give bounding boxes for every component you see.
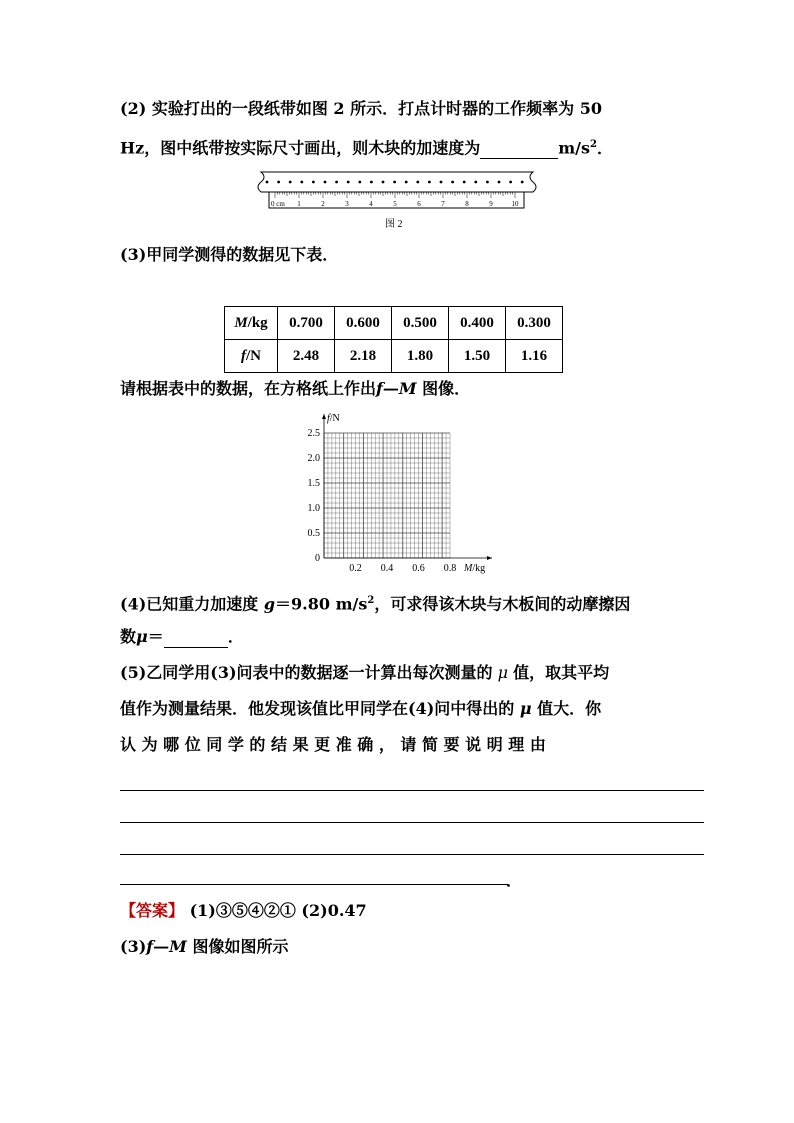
q4-text: (4)已知重力加速度: [120, 594, 259, 614]
f-m-symbol: f—M: [146, 937, 187, 956]
tape-dot: [451, 181, 454, 184]
answer-line1: [120, 900, 367, 922]
tape-dot: [347, 181, 350, 184]
mu-symbol: μ: [514, 699, 538, 718]
tape-dot: [498, 181, 501, 184]
q2-line2: [120, 134, 613, 159]
q4-line2: [120, 626, 244, 648]
q2-line2-end: ．: [596, 138, 613, 158]
q2-line1: [120, 98, 602, 120]
tape-dot: [463, 181, 466, 184]
q5-line1: [120, 662, 609, 684]
q2-line2-text: Hz，图中纸带按实际尺寸画出，则木块的加速度为: [120, 138, 481, 158]
table-cell: 2.48: [278, 340, 335, 373]
table-cell: 0.600: [335, 307, 392, 340]
ruler-label: 8: [465, 200, 469, 208]
tape-dot: [428, 181, 431, 184]
tape-dot: [405, 181, 408, 184]
graph-paper-chart: [290, 408, 505, 580]
q5-end-mark: ．: [506, 871, 523, 890]
ruler-label: 6: [417, 200, 421, 208]
data-table: [224, 306, 563, 373]
tape-dot: [335, 181, 338, 184]
answer-line2: [120, 936, 288, 958]
paper-tape-figure: [255, 168, 540, 210]
q4-line2-text: 数: [120, 627, 137, 646]
tape-dot: [440, 181, 443, 184]
mass-symbol: M: [234, 314, 248, 331]
tape-dot: [382, 181, 385, 184]
force-unit: /N: [246, 347, 261, 364]
answer-line[interactable]: [120, 790, 704, 791]
ruler-unit-label: 0 cm: [271, 200, 285, 208]
mu-symbol: μ: [136, 627, 148, 646]
y-tick-labels: [308, 428, 321, 564]
q3-line: [120, 244, 338, 266]
tape-dot: [509, 181, 512, 184]
y-axis-arrow: [322, 414, 326, 419]
q5-line3-text: 认 为 哪 位 同 学 的 结 果 更 准 确 ， 请 简 要 说 明 理 由: [120, 735, 546, 754]
mu-blank[interactable]: [164, 629, 228, 648]
q5-text: (5)乙同学用(3)问表中的数据逐一计算出每次测量的: [120, 663, 493, 682]
y-tick-label: 2.5: [307, 428, 320, 439]
g-symbol: g: [258, 594, 276, 614]
tape-dot: [266, 181, 269, 184]
x-tick-label: 0.8: [443, 563, 457, 574]
table-cell: 0.400: [449, 307, 506, 340]
table-cell: 1.50: [449, 340, 506, 373]
x-axis-label: [463, 563, 485, 574]
ruler-label: 3: [345, 200, 349, 208]
x-axis-arrow: [487, 556, 492, 560]
tape-dot: [416, 181, 419, 184]
table-cell: 0.500: [392, 307, 449, 340]
q4-equals: ＝: [147, 627, 164, 646]
table-cell: 2.18: [335, 340, 392, 373]
ruler-label: 4: [369, 200, 373, 208]
table-header-mass: [225, 307, 278, 340]
force-symbol: f: [241, 347, 246, 364]
tape-outline: [258, 172, 536, 192]
q5-end: [506, 870, 522, 892]
table-row-mass: [225, 307, 563, 340]
q5-line3: [120, 734, 546, 756]
x-tick-label: 0.2: [349, 563, 362, 574]
tape-dot: [370, 181, 373, 184]
answer-text: (1)③⑤④②① (2)0.47: [184, 901, 367, 920]
ruler-label: 9: [489, 200, 493, 208]
answer-line2-pre: (3): [120, 937, 147, 956]
acceleration-blank[interactable]: [480, 140, 558, 159]
ruler-label: 7: [441, 200, 445, 208]
x-tick-label: 0.6: [412, 563, 425, 574]
tape-dot: [358, 181, 361, 184]
ruler-label: 5: [393, 200, 397, 208]
q5-line2-end: 值大．你: [537, 699, 602, 718]
f-m-symbol: f—M: [376, 379, 417, 398]
table-header-force: [225, 340, 278, 373]
q3-text: (3)甲同学测得的数据见下表．: [120, 245, 339, 264]
tape-dot: [521, 181, 524, 184]
table-cell: 0.300: [506, 307, 563, 340]
g-value: ＝9.80 m/s: [275, 594, 368, 614]
acceleration-unit-exp: 2: [590, 139, 597, 150]
answer-line2-text: 图像如图所示: [186, 937, 289, 956]
tape-dot: [474, 181, 477, 184]
q5-line2-text: 值作为测量结果．他发现该值比甲同学在(4)问中得出的: [120, 699, 515, 718]
x-tick-label: 0.4: [380, 563, 394, 574]
answer-line[interactable]: [120, 884, 508, 885]
y-tick-label: 2.0: [307, 453, 320, 464]
y-tick-label: 1.0: [307, 503, 320, 514]
tape-dot: [300, 181, 303, 184]
ruler-label: 1: [297, 200, 301, 208]
q4-line2-end: ．: [227, 627, 244, 646]
y-axis-label-text: f/N: [327, 413, 340, 424]
q2-line1-text: (2) 实验打出的一段纸带如图 2 所示．打点计时器的工作频率为 50: [120, 99, 602, 118]
x-axis-label-text: M/kg: [464, 563, 486, 574]
y-tick-label: 0.5: [307, 528, 320, 539]
y-tick-label: 1.5: [307, 478, 320, 489]
table-row-force: [225, 340, 563, 373]
y-axis-label: [327, 413, 340, 424]
q3b-post: 图像．: [416, 379, 471, 398]
chart-grid: [324, 433, 450, 558]
tape-dot: [393, 181, 396, 184]
q4-text-end: ，可求得该木块与木板间的动摩擦因: [374, 594, 631, 614]
answer-line[interactable]: [120, 822, 704, 823]
q4-line1: [120, 590, 630, 615]
x-tick-labels: [349, 563, 456, 574]
tape-dot: [312, 181, 315, 184]
q3b-line: [120, 378, 470, 400]
tape-dot: [277, 181, 280, 184]
y-tick-label: 0: [315, 553, 320, 564]
table-cell: 1.16: [506, 340, 563, 373]
mu-symbol: μ: [492, 663, 514, 682]
table-cell: 1.80: [392, 340, 449, 373]
q5-text-end: 值，取其平均: [513, 663, 610, 682]
q3b-text: 请根据表中的数据，在方格纸上作出: [120, 379, 377, 398]
answer-line[interactable]: [120, 854, 704, 855]
mass-unit: /kg: [247, 314, 268, 331]
table-cell: 0.700: [278, 307, 335, 340]
answer-tag: 【答案】: [120, 901, 185, 920]
ruler-label: 2: [321, 200, 325, 208]
q5-line2: [120, 698, 601, 720]
ruler-label: 10: [511, 200, 519, 208]
acceleration-unit: m/s: [558, 138, 590, 158]
figure-caption: 图 2: [385, 219, 403, 230]
tape-dot: [289, 181, 292, 184]
tape-dot: [324, 181, 327, 184]
tape-dot: [486, 181, 489, 184]
g-unit-exp: 2: [367, 595, 375, 606]
